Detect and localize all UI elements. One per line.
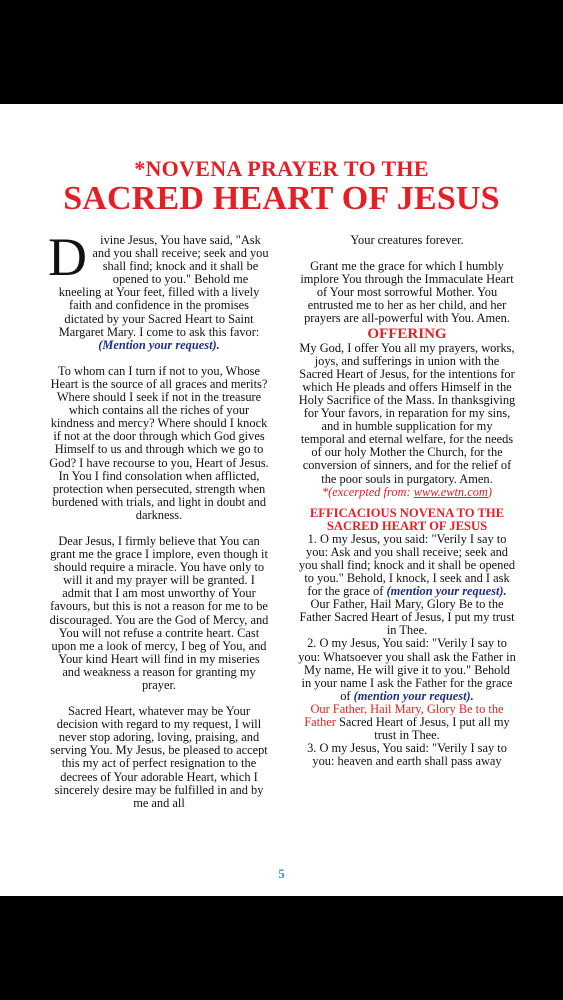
title-line-2: SACRED HEART OF JESUS <box>63 180 500 217</box>
paragraph-creatures: Your creatures forever. <box>350 233 464 247</box>
excerpt-suffix: ) <box>487 484 492 499</box>
right-column <box>298 234 516 768</box>
mention-request: (mention your request). <box>386 584 507 599</box>
paragraph-intro <box>48 227 270 352</box>
paragraph-grant: Grant me the grace for which I humbly implore You through the Immaculate Heart of Your most sorrowful Mother. You entrusted me to her as her child, and her prayers are all-powerful with You. Amen. <box>300 259 514 326</box>
efficacious-heading: EFFICACIOUS NOVENA TO THE SACRED HEART OF JESUS <box>309 505 505 533</box>
novena-item-2 <box>298 637 516 702</box>
page-number: 5 <box>278 866 285 881</box>
excerpt-note <box>298 486 516 499</box>
novena-item-3: 3. O my Jesus, You said: "Verily I say to you: heaven and earth shall pass away <box>307 741 507 769</box>
novena-item-1-text: 1. O my Jesus, you said: "Verily I say to you: Ask and you shall receive; seek and you shall find; knock and it shall be opened to you." Behold, I knock, I seek and I ask for the grace of <box>298 531 516 599</box>
excerpt-link[interactable]: www.ewtn.com <box>413 484 488 499</box>
prayer-red-text: Our Father, Hail Mary, Glory Be to the Father <box>304 701 504 729</box>
offering-text: My God, I offer You all my prayers, works, joys, and sufferings in union with the Sacred Heart of Jesus, for the intentions for which He pleads and offers Himself in the Holy Sacrifice of the Mass. In thanksgiving for Your favors, in reparation for my sins, and in humble supplication for my temporal and eternal welfare, for the needs of our holy Mother the Church, for the conversion of sinners, and for the relief of the poor souls in purgatory. Amen. <box>298 340 516 486</box>
novena-item-2-text: 2. O my Jesus, You said: "Verily I say to you: Whatsoever you shall ask the Father in My name, He will give it to you." Behold in your name I ask the Father for the grace of <box>298 636 516 703</box>
paragraph-whom: To whom can I turn if not to you, Whose Heart is the source of all graces and merits? Where should I seek if not in the treasure which contains all the riches of your kindness and mercy? Where should I knock if not at the door through which God gives Himself to us and through which we go to God? I have recourse to you, Heart of Jesus. In You I find consolation when afflicted, protection when persecuted, strength when burdened with trials, and light in doubt and darkness. <box>49 363 269 522</box>
mention-request: (Mention your request). <box>98 337 220 352</box>
novena-item-2-prayer <box>298 703 516 742</box>
excerpt-prefix: *(excerpted from: <box>321 484 414 499</box>
paragraph-sacred-heart: Sacred Heart, whatever may be Your decision with regard to my request, I will never stop adoring, loving, praising, and serving You. My Jesus, be pleased to accept this my act of perfect resignation to the decrees of Your adorable Heart, which I sincerely desire may be fulfilled in and by me and all <box>50 704 268 810</box>
drop-cap: D <box>48 227 87 287</box>
novena-item-1-prayer: Our Father, Hail Mary, Glory Be to the Father Sacred Heart of Jesus, I put my trust in Thee. <box>299 597 515 638</box>
prayer-page <box>0 104 563 896</box>
novena-item-1 <box>298 533 516 598</box>
prayer-rest-text: Sacred Heart of Jesus, I put all my trust in Thee. <box>335 715 510 743</box>
offering-heading: OFFERING <box>367 325 447 342</box>
paragraph-believe: Dear Jesus, I firmly believe that You can grant me the grace I implore, even though it should require a miracle. You have only to will it and my prayer will be granted. I admit that I am most unworthy of Your favours, but this is not a reason for me to be discouraged. You are the God of Mercy, and You will not refuse a contrite heart. Cast upon me a look of mercy, I beg of You, and Your kind Heart will find in my miseries and weakness a reason for granting my prayer. <box>49 533 269 692</box>
paragraph-intro-text: ivine Jesus, You have said, "Ask and you shall receive; seek and you shall find; knock and it shall be opened to you." Behold me kneeling at Your feet, filled with a lively faith and confidence in the promises dictated by your Sacred Heart to Saint Margaret Mary. I come to ask this favor: <box>58 233 269 339</box>
mention-request: (mention your request). <box>353 688 474 703</box>
left-column <box>48 227 270 810</box>
title-line-1: *NOVENA PRAYER TO THE <box>134 156 429 181</box>
